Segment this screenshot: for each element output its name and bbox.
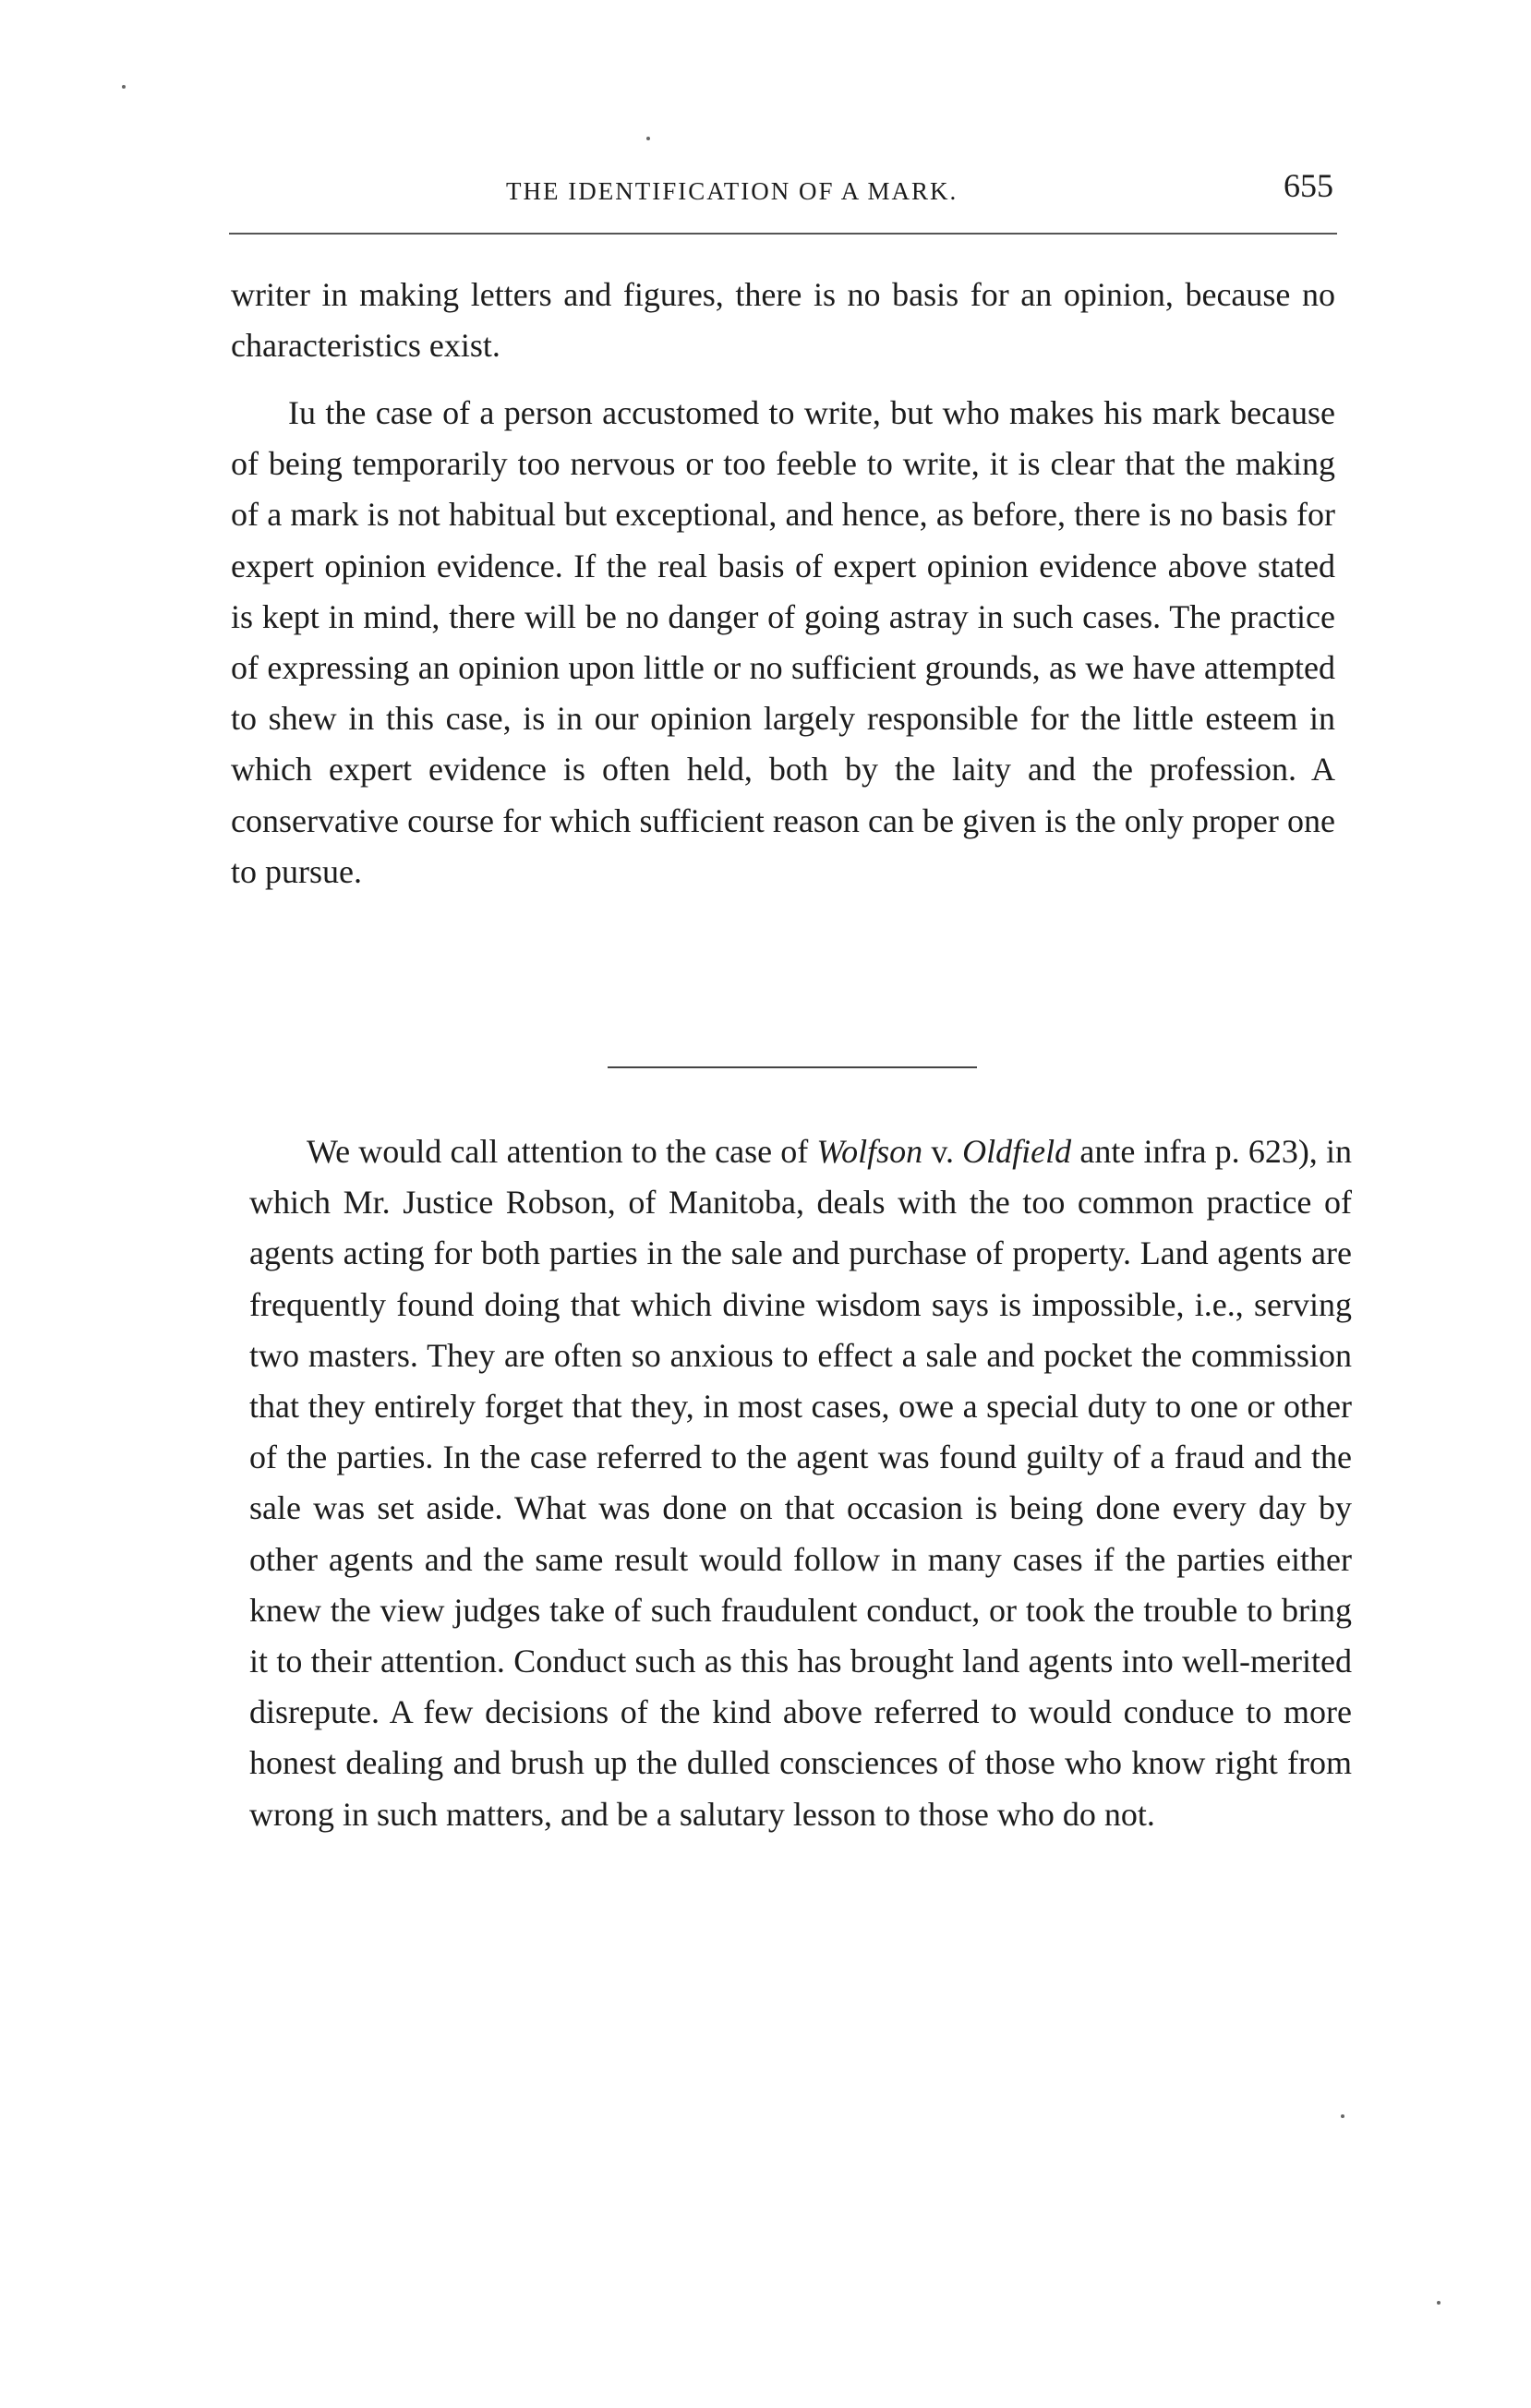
paragraph-mark-evidence: Iu the case of a person accustomed to write, but who makes his mark because of being temporarily too nervous or too feeble to write, it is clear that the making of a mark is not habitual but exceptional, and hence, as before, there is no basis for expert opinion evidence. If the real basis of expert opinion evidence above stated is kept in mind, there will be no danger of going astray in such cases. The practice of expressing an opinion upon little or no sufficient grounds, as we have attempted to shew in this case, is in our opinion largely responsible for the little esteem in which expert evidence is often held, both by the laity and the profession. A conservative course for which sufficient reason can be given is the only proper one to pursue. <box>231 394 1335 890</box>
header-rule <box>229 233 1337 235</box>
note-body: ante infra p. 623), in which Mr. Justice Robson, of Manitoba, deals with the too common practice of agents acting for both parties in the sale and purchase of property. Land agents are frequently found doing that which divine wisdom says is impossible, i.e., serving two masters. They are often so anxious to effect a sale and pocket the commission that they entirely forget that they, in most cases, owe a special duty to one or other of the parties. In the case referred to the agent was found guilty of a fraud and the sale was set aside. What was done on that occasion is being done every day by other agents and the same result would follow in many cases if the parties either knew the view judges take of such fraudulent conduct, or took the trouble to bring it to their attention. Conduct such as this has brought land agents into well-merited disrepute. A few decisions of the kind above referred to would conduce to more honest dealing and brush up the dulled consciences of those who know right from wrong in such matters, and be a salutary lesson to those who do not. <box>249 1133 1352 1833</box>
page-number: 655 <box>1284 167 1333 204</box>
page-header <box>229 164 1337 211</box>
section-divider <box>608 1066 977 1068</box>
scan-speck <box>1341 2114 1344 2118</box>
scan-speck <box>1437 2301 1441 2305</box>
paragraph-continued: writer in making letters and figures, there is no basis for an opinion, because no characteristics exist. <box>231 276 1335 365</box>
case-plaintiff: Wolfson <box>816 1133 923 1170</box>
running-head: THE IDENTIFICATION OF A MARK. <box>506 177 958 205</box>
note-intro: We would call attention to the case of <box>307 1133 817 1170</box>
scan-speck <box>122 85 126 89</box>
scan-speck <box>646 137 650 140</box>
case-defendant: Oldfield <box>962 1133 1072 1170</box>
case-versus: v. <box>922 1133 963 1170</box>
editorial-note <box>249 1126 1352 1840</box>
